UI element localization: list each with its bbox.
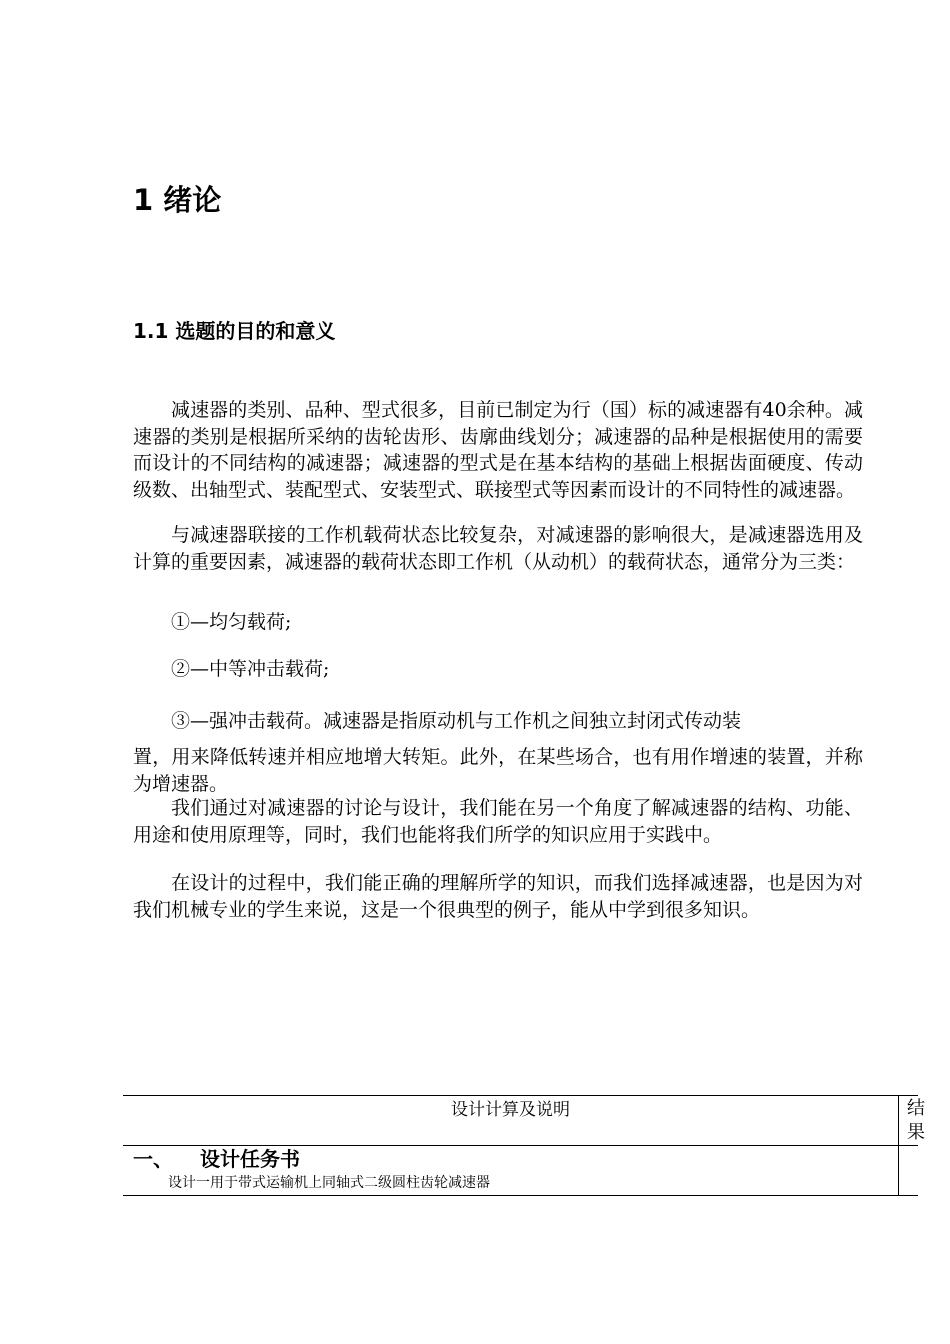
section-title: 1.1 选题的目的和意义 (133, 319, 336, 343)
list-item-strong-impact-load: ③—强冲击载荷。减速器是指原动机与工作机之间独立封闭式传动装 (171, 710, 742, 732)
list-item-medium-impact-load: ②—中等冲击载荷; (171, 658, 330, 680)
paragraph-reducer-definition: 置，用来降低转速并相应地增大转矩。此外，在某些场合，也有用作增速的装置，并称为增速器。 (133, 746, 863, 795)
paragraph-design-purpose: 我们通过对减速器的讨论与设计，我们能在另一个角度了解减速器的结构、功能、用途和使用原理等，同时，我们也能将我们所学的知识应用于实践中。 (133, 797, 863, 846)
table-section-title: 设计任务书 (200, 1147, 300, 1171)
chapter-title: 1 绪论 (133, 183, 222, 217)
paragraph-design-process: 在设计的过程中，我们能正确的理解所学的知识，而我们选择减速器，也是因为对我们机械专业的学生来说，这是一个很典型的例子，能从中学到很多知识。 (133, 872, 863, 921)
table-section-description: 设计一用于带式运输机上同轴式二级圆柱齿轮减速器 (168, 1175, 490, 1191)
table-header-result: 结果 (907, 1098, 925, 1143)
table-top-border (123, 1095, 918, 1096)
table-row-divider (123, 1195, 918, 1196)
paragraph-reducer-types: 减速器的类别、品种、型式很多，目前已制定为行（国）标的减速器有40余种。减速器的类别是根据所采纳的齿轮齿形、齿廓曲线划分；减速器的品种是根据使用的需要而设计的不同结构的减速器；减速器的型式是在基本结构的基础上根据齿面硬度、传动级数、出轴型式、装配型式、安装型式、联接型式等因素而设计的不同特性的减速器。 (133, 399, 863, 501)
paragraph-load-states: 与减速器联接的工作机载荷状态比较复杂，对减速器的影响很大，是减速器选用及计算的重要因素，减速器的载荷状态即工作机（从动机）的载荷状态，通常分为三类： (133, 524, 863, 573)
list-item-uniform-load: ①—均匀载荷; (171, 611, 292, 633)
table-column-divider (898, 1095, 899, 1195)
table-header-design-calc: 设计计算及说明 (451, 1100, 570, 1120)
table-section-number: 一、 (133, 1147, 173, 1171)
